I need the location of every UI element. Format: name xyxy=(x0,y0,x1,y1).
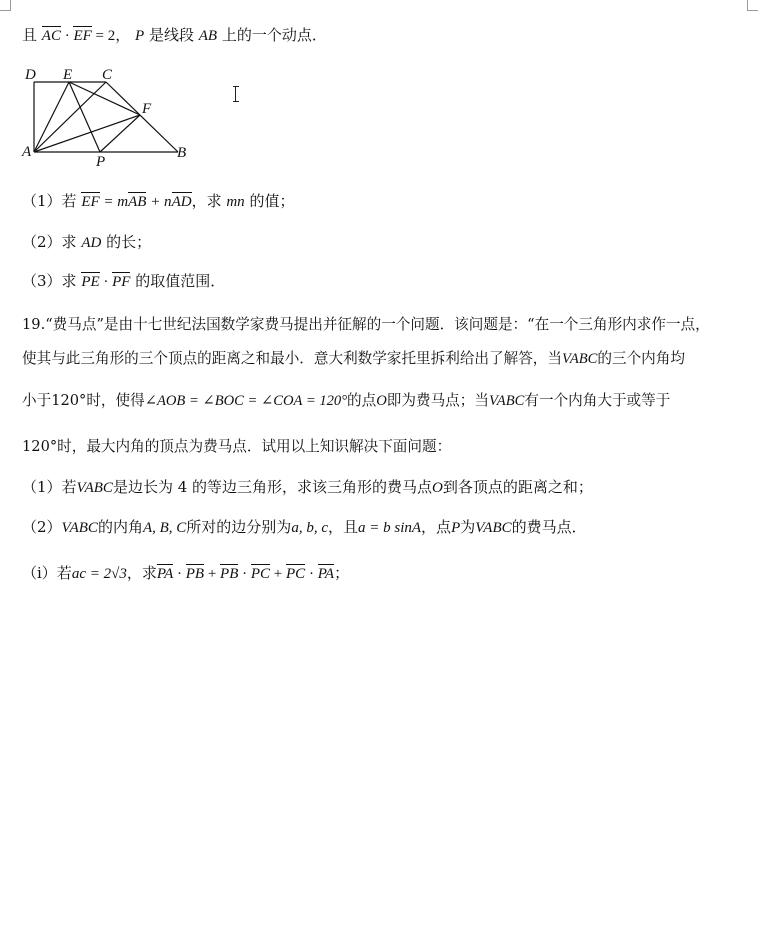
text: 小于120°时，使得 xyxy=(22,392,145,409)
label-c: C xyxy=(102,67,113,83)
vector-ef: EF xyxy=(73,28,92,44)
subquestion-i xyxy=(22,562,349,583)
segment-ab: AB xyxy=(198,28,218,44)
vector-pa: PA xyxy=(156,566,174,582)
vector-pb: PB xyxy=(185,566,205,582)
label-p: P xyxy=(96,154,106,170)
triangle-abc: VABC xyxy=(488,393,525,409)
text: + n xyxy=(146,194,172,210)
dot-operator: · xyxy=(238,566,251,582)
triangle-abc: VABC xyxy=(475,520,512,536)
text: （1）若 xyxy=(22,192,82,210)
vector-pa: PA xyxy=(317,566,335,582)
text: （1）若 xyxy=(22,478,77,496)
question-2 xyxy=(22,231,151,252)
dot-operator: · xyxy=(173,566,186,582)
text: （2）求 xyxy=(22,233,82,251)
text: 的费马点． xyxy=(511,518,587,536)
label-b: B xyxy=(177,145,187,161)
text: 是线段 xyxy=(144,26,199,44)
vector-pf: PF xyxy=(112,274,131,290)
equation: ac = 2√3 xyxy=(71,566,127,582)
label-a: A xyxy=(22,144,32,160)
point-p: P xyxy=(451,520,461,536)
page-corner-mark-left xyxy=(0,0,11,11)
segment-ad: AD xyxy=(81,235,102,251)
subquestion-1 xyxy=(22,476,593,497)
question-3 xyxy=(22,270,225,291)
vector-pc: PC xyxy=(286,566,306,582)
geometry-figure xyxy=(18,62,218,172)
dot-operator: · xyxy=(60,28,74,44)
page-corner-mark-right xyxy=(747,0,758,11)
point-o: O xyxy=(432,480,443,496)
text: 所对的边分别为 xyxy=(186,518,292,536)
vector-pb: PB xyxy=(220,566,239,582)
plus-operator: + xyxy=(204,566,221,582)
condition-line xyxy=(22,24,327,45)
text: 到各顶点的距离之和； xyxy=(442,478,593,496)
text: ，求 xyxy=(191,192,227,210)
text: 为 xyxy=(460,518,476,536)
dot-operator: · xyxy=(305,566,318,582)
text: 有一个内角大于或等于 xyxy=(524,392,671,409)
label-e: E xyxy=(63,67,73,83)
vector-ef: EF xyxy=(81,194,100,210)
triangle-abc: VABC xyxy=(76,480,113,496)
vector-ab: AB xyxy=(128,194,147,210)
expression-mn: mn xyxy=(226,194,245,210)
text: ，求 xyxy=(126,564,157,582)
text: ，点 xyxy=(421,518,452,536)
text-cursor-icon xyxy=(233,86,239,102)
text: （i）若 xyxy=(22,564,72,582)
text: 上的一个动点． xyxy=(217,26,327,44)
text: 的点 xyxy=(347,392,377,409)
problem-19-line-4: 120°时，最大内角的顶点为费马点．试用以上知识解决下面问题： xyxy=(22,438,452,455)
text: 且 xyxy=(22,26,38,44)
text: 使其与此三角形的三个顶点的距离之和最小．意大利数学家托里拆利给出了解答，当 xyxy=(22,350,562,367)
sides-abc: a, b, c xyxy=(291,520,328,536)
text: （3）求 xyxy=(22,272,82,290)
dot-operator: · xyxy=(99,274,113,290)
vector-ac: AC xyxy=(41,28,61,44)
vector-pe: PE xyxy=(81,274,100,290)
text: ； xyxy=(334,564,350,582)
text: 的三个内角均 xyxy=(597,350,685,367)
edge-cb xyxy=(106,82,178,152)
text: （2） xyxy=(22,518,62,536)
text: 是边长为 4 的等边三角形，求该三角形的费马点 xyxy=(112,478,433,496)
text: 的内角 xyxy=(97,518,143,536)
text: = m xyxy=(99,194,129,210)
angles-abc: A, B, C xyxy=(142,520,187,536)
angle-condition: ∠AOB = ∠BOC = ∠COA = 120° xyxy=(144,393,348,409)
text: 的长； xyxy=(101,233,152,251)
label-d: D xyxy=(25,67,36,83)
text: ，且 xyxy=(327,518,358,536)
point-o: O xyxy=(376,393,387,409)
text: 即为费马点；当 xyxy=(386,392,489,409)
label-f: F xyxy=(142,101,152,117)
problem-19-line-3 xyxy=(22,389,670,410)
text: 的值； xyxy=(244,192,295,210)
triangle-abc: VABC xyxy=(561,351,598,367)
point-p: P xyxy=(135,28,145,44)
triangle-abc: VABC xyxy=(61,520,98,536)
subquestion-2 xyxy=(22,516,587,537)
segment-ef xyxy=(69,82,140,115)
question-1 xyxy=(22,190,294,211)
problem-19-line-1: 19.“费马点”是由十七世纪法国数学家费马提出并征解的一个问题．该问题是：“在一个三角形内求作一点， xyxy=(22,316,710,333)
problem-19-line-2 xyxy=(22,347,685,368)
plus-operator: + xyxy=(270,566,287,582)
vector-ad: AD xyxy=(171,194,192,210)
text: 的取值范围． xyxy=(130,272,226,290)
vector-pc: PC xyxy=(250,566,271,582)
text: = 2， xyxy=(91,28,131,44)
equation: a = b sinA xyxy=(358,520,422,536)
segment-pf xyxy=(100,115,140,152)
